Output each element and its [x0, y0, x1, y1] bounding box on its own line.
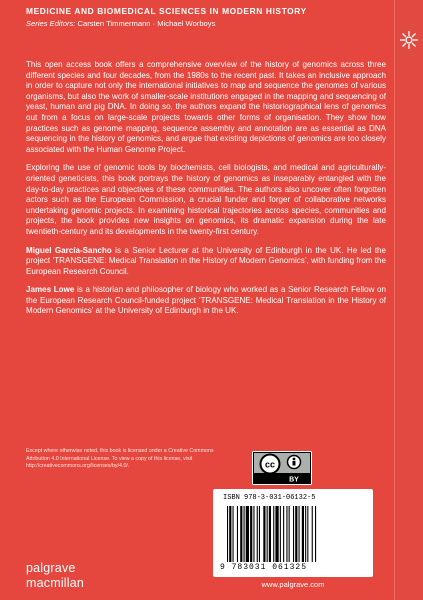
palgrave-logo-icon: [399, 30, 419, 50]
barcode-number: 9 783031 061325: [220, 563, 308, 572]
author-1-bio-text: is a Senior Lecturer at the University of Edinburgh in the UK. He led the project ‘TRANSGENE: Medical Translation in the History of Modern Genomics’, with funding from the European Research Council.: [26, 245, 387, 276]
barcode: [227, 506, 362, 562]
spine-strip: [394, 0, 423, 600]
blurb-paragraph-1: This open access book offers a comprehensive overview of the history of genomics across three different species and four decades, from the 1980s to the recent past. It takes an inclusive approach in order to capture not only the international initiatives to map and sequence the genomes of various organisms, but also the work of smaller-scale institutions engaged in the mapping and sequencing of yeast, human and pig DNA. In doing so, the authors expand the historiographical lens of genomics out from a focus on large-scale projects towards other forms of organisation. They show how practices such as genome mapping, sequence assembly and annotation are as essential as DNA sequencing in the history of genomics, and argue that existing depictions of genomics are too closely associated with the Human Genome Project.: [26, 60, 386, 154]
isbn: ISBN 978-3-031-06132-5: [223, 494, 316, 502]
series-title: MEDICINE AND BIOMEDICAL SCIENCES IN MODERN HISTORY: [26, 6, 307, 16]
cc-by-label: BY: [289, 476, 299, 484]
series-editors: [26, 19, 215, 28]
author-2-name: James Lowe: [26, 285, 75, 295]
author-2-bio: [26, 285, 386, 317]
publisher-url[interactable]: www.palgrave.com: [261, 580, 325, 589]
author-1-bio: [26, 246, 386, 278]
license-notice: Except where otherwise noted, this book is licensed under a Creative Commons Attribution 4.0 International License. To view a copy of this license, visit http://creativecommons.org/licenses/by/4.0/.: [26, 448, 214, 469]
cc-mark: cc: [264, 459, 276, 470]
author-1-name: Miguel García-Sancho: [26, 245, 112, 255]
creative-commons-icon: [252, 451, 312, 485]
publisher-name-line1: palgrave: [26, 561, 76, 575]
series-editors-label: Series Editors:: [26, 19, 76, 28]
blurb-paragraph-2: Exploring the use of genomic tools by biochemists, cell biologists, and medical and agriculturally-oriented geneticists, this book portrays the history of genomics as inseparably entangled with the day-to-day practices and objectives of these communities. The authors also uncover often forgotten actors such as the European Commission, a crucial funder and forger of collaborative networks undertaking genomic projects. In examining historical trajectories across species, communities and projects, the book provides new insights on genomics, its dramatic expansion during the late twentieth-century and its developments in the twenty-first century.: [26, 163, 386, 236]
series-editors-names: Carsten Timmermann · Michael Worboys: [77, 19, 216, 28]
blurb: [26, 60, 386, 325]
publisher-name-line2: macmillan: [26, 576, 85, 590]
author-2-bio-text: is a historian and philosopher of biology who worked as a Senior Research Fellow on the European Research Council-funded project ‘TRANSGENE: Medical Translation in the History of Modern Genomics’ at the University of Edinburgh in the UK.: [26, 285, 387, 316]
